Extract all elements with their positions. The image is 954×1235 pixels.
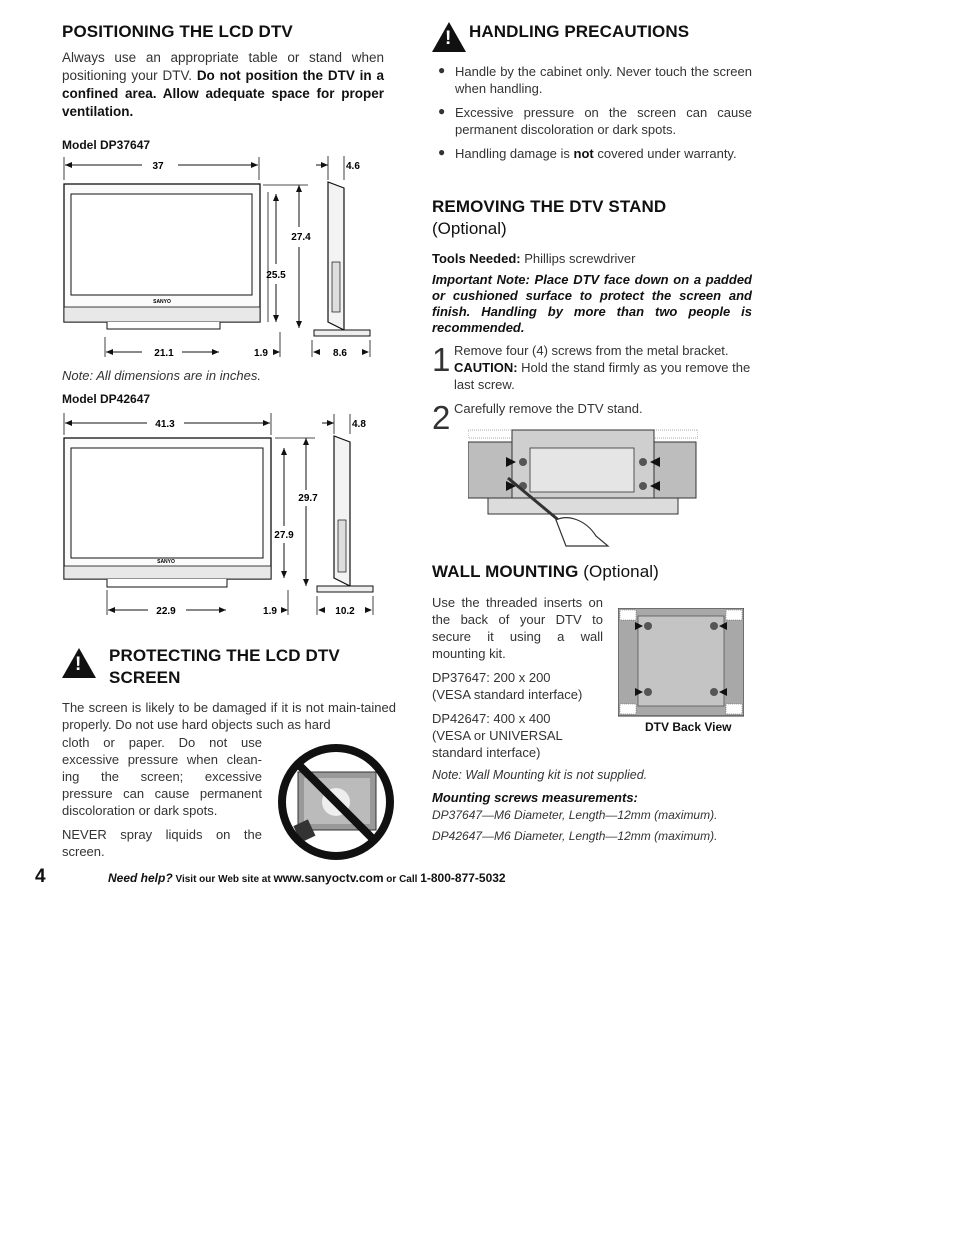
protecting-title <box>109 645 340 689</box>
model2-width-label: 41.3 <box>155 419 175 430</box>
model1-dimension-diagram <box>62 152 384 362</box>
stand-removal-illustration <box>468 428 698 550</box>
footer-visit: Visit our Web site at <box>172 874 274 885</box>
wall-dp42647-line1: DP42647: 400 x 400 <box>432 711 551 726</box>
handling-bullet-1 <box>432 63 752 97</box>
model2-dimension-diagram <box>62 410 384 620</box>
handling-bullet-3 <box>432 145 752 162</box>
model1-stand-offset-label: 1.9 <box>254 348 268 359</box>
tools-needed <box>432 250 635 267</box>
page-number: 4 <box>35 866 46 887</box>
model1-caption: Model DP37647 <box>62 138 151 152</box>
wall-dp37647-line2: (VESA standard interface) <box>432 687 583 702</box>
wall-mounting-title-text: WALL MOUNTING <box>432 562 579 581</box>
positioning-title: POSITIONING THE LCD DTV <box>62 22 293 41</box>
mounting-screw-dp37647: DP37647—M6 Diameter, Length—12mm (maximum). <box>432 808 718 822</box>
handling-bullet-3-text-a: Handling damage is <box>455 146 574 161</box>
handling-bullet-3-bold: not <box>573 146 594 161</box>
model1-screen-height-label: 25.5 <box>266 270 286 281</box>
protecting-title-line1: PROTECTING THE LCD DTV <box>109 646 340 665</box>
model1-stand-depth-label: 8.6 <box>333 348 347 359</box>
step-2-number: 2 <box>432 399 451 436</box>
step-1-number: 1 <box>432 341 451 378</box>
wall-mounting-subtitle: (Optional) <box>578 562 659 581</box>
handling-bullet-2-text: Excessive pressure on the screen can cause permanent discoloration or dark spots. <box>455 105 752 137</box>
dimensions-note: Note: All dimensions are in inches. <box>62 368 261 383</box>
model1-width-label: 37 <box>152 161 164 172</box>
footer-phone: 1-800-877-5032 <box>420 871 506 885</box>
bullet-icon: ● <box>438 63 446 77</box>
model2-stand-offset-label: 1.9 <box>263 606 277 617</box>
model1-half-width-label: 21.1 <box>154 348 174 359</box>
step-1-caution-text: Hold the stand firmly as you remove the last screw. <box>454 360 751 392</box>
wall-dp37647-spec <box>432 669 612 703</box>
warning-icon: ! <box>432 22 466 52</box>
warning-icon: ! <box>62 648 96 678</box>
model1-height-label: 27.4 <box>291 232 311 243</box>
positioning-intro-bold: Do not position the DTV in a confined area. Allow adequate space for proper ventilation. <box>62 68 385 119</box>
model2-depth-label: 4.8 <box>352 419 366 430</box>
positioning-intro-plain: Always use an appropriate table or stand when positioning your DTV. <box>62 50 384 83</box>
model2-height-label: 29.7 <box>298 493 318 504</box>
bullet-icon: ● <box>438 104 446 118</box>
dtv-back-view-image <box>618 608 744 718</box>
wall-dp42647-spec <box>432 710 612 761</box>
model1-brand: SANYO <box>153 299 171 305</box>
bullet-icon: ● <box>438 145 446 159</box>
wall-dp42647-line2: (VESA or UNIVERSAL <box>432 728 563 743</box>
wall-dp37647-line1: DP37647: 200 x 200 <box>432 670 551 685</box>
dtv-back-view-caption: DTV Back View <box>645 720 732 734</box>
mounting-screw-dp42647: DP42647—M6 Diameter, Length—12mm (maximum). <box>432 829 718 843</box>
handling-title: HANDLING PRECAUTIONS <box>469 22 690 41</box>
positioning-intro <box>62 49 384 121</box>
model1-depth-label: 4.6 <box>346 161 360 172</box>
protecting-title-line2: SCREEN <box>109 668 181 687</box>
model2-half-width-label: 22.9 <box>156 606 176 617</box>
model2-brand: SANYO <box>157 559 175 565</box>
model2-screen-height-label: 27.9 <box>274 530 294 541</box>
handling-bullet-3-text-b: covered under warranty. <box>593 146 737 161</box>
mounting-screws-title: Mounting screws measurements: <box>432 790 638 805</box>
protecting-paragraph-2: cloth or paper. Do not use excessive pressure when clean-ing the screen; excessive pressure can cause permanent discoloration or dark spots. <box>62 735 262 818</box>
wall-mounting-note: Note: Wall Mounting kit is not supplied. <box>432 768 648 782</box>
wall-mounting-paragraph: Use the threaded inserts on the back of your DTV to secure it using a wall mounting kit. <box>432 595 603 661</box>
no-spray-icon <box>276 742 396 862</box>
step-1-text: Remove four (4) screws from the metal bracket. <box>454 343 729 358</box>
footer-help <box>108 871 506 885</box>
removing-subtitle: (Optional) <box>432 219 507 238</box>
protecting-paragraph-1: The screen is likely to be damaged if it is not main-tained properly. Do not use hard objects such as hard <box>62 700 396 732</box>
handling-bullet-2 <box>432 104 752 138</box>
step-1 <box>454 342 754 393</box>
important-note: Important Note: Place DTV face down on a padded or cushioned surface to protect the screen and finish. Handling by more than two people is recommended. <box>432 272 752 335</box>
protecting-paragraph-3: NEVER spray liquids on the screen. <box>62 827 262 859</box>
model2-caption: Model DP42647 <box>62 392 151 406</box>
wall-dp42647-line3: standard interface) <box>432 745 541 760</box>
tools-needed-label: Tools Needed: <box>432 251 521 266</box>
step-2: Carefully remove the DTV stand. <box>454 401 643 416</box>
footer-or-call: or Call <box>383 874 421 885</box>
handling-bullet-1-text: Handle by the cabinet only. Never touch the screen when handling. <box>455 64 752 96</box>
removing-title: REMOVING THE DTV STAND <box>432 197 667 216</box>
wall-mounting-title <box>432 562 659 582</box>
footer-website-link[interactable]: www.sanyoctv.com <box>273 871 384 885</box>
tools-needed-value: Phillips screwdriver <box>520 251 636 266</box>
footer-need-help: Need help? <box>108 871 173 885</box>
step-1-caution-label: CAUTION: <box>454 360 518 375</box>
model2-stand-depth-label: 10.2 <box>335 606 355 617</box>
